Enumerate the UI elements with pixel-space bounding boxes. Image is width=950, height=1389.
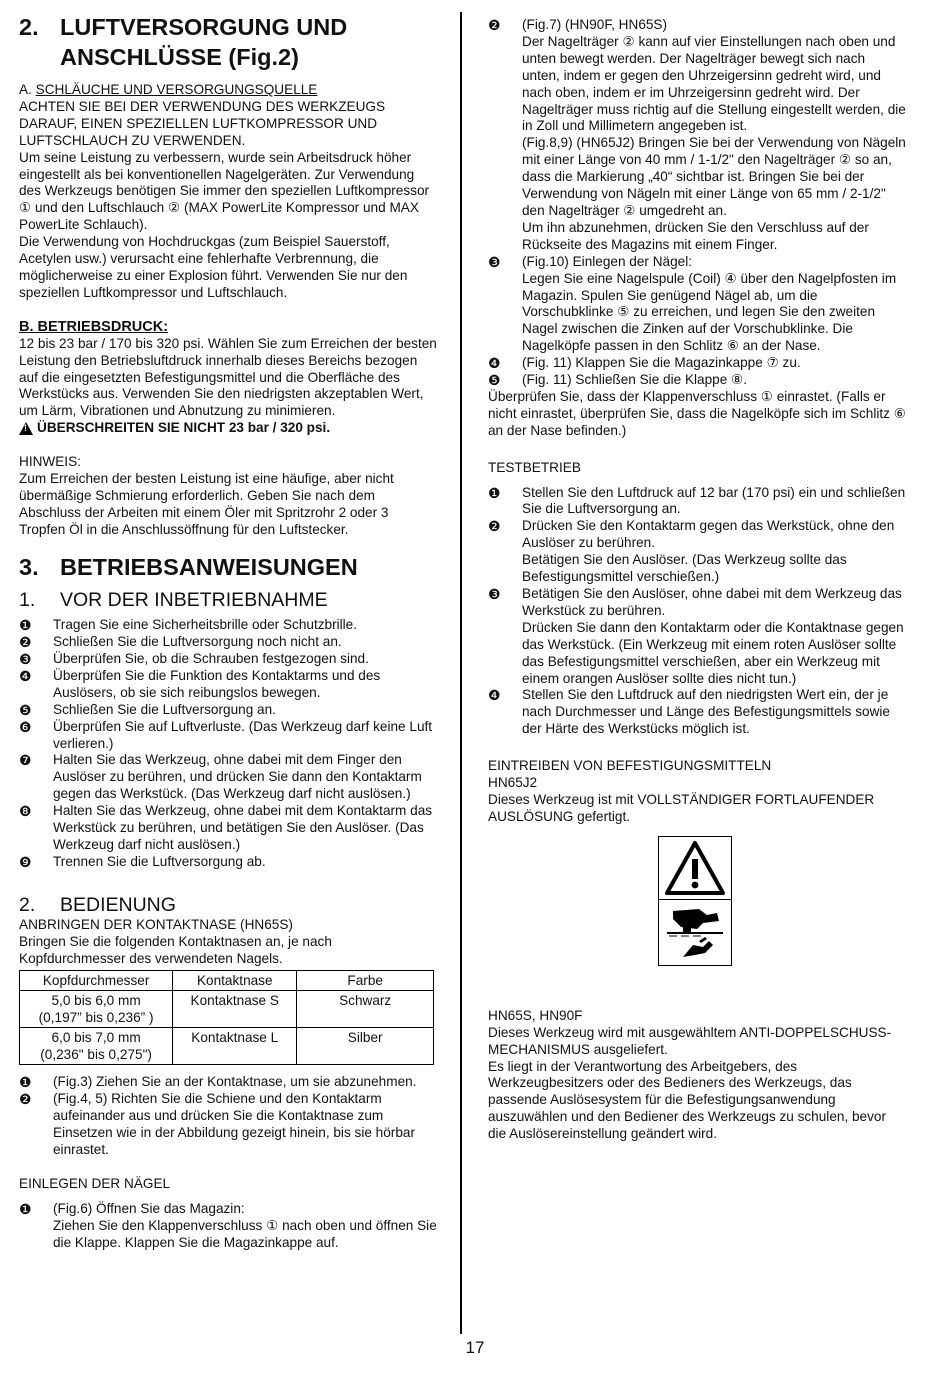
- table-cell: [20, 1028, 173, 1065]
- list-item: [488, 687, 906, 738]
- nose-steps: [19, 1074, 437, 1159]
- contact-nose-table: [19, 970, 434, 1065]
- nose-label: ANBRINGEN DER KONTAKTNASE (HN65S): [19, 916, 293, 932]
- table-cell: Schwarz: [297, 991, 434, 1028]
- column-divider: [460, 12, 462, 1334]
- step-text: Überprüfen Sie die Funktion des Kontaktarms und des Auslösers, ob sie sich reibungslos bewegen.: [53, 667, 381, 700]
- step-text: Schließen Sie die Luftversorgung an.: [53, 701, 276, 717]
- cell-line: 6,0 bis 7,0 mm: [51, 1030, 141, 1046]
- step-line: Der Nagelträger ② kann auf vier Einstellungen nach oben und unten bewegt werden. Der Nagelträger bewegt sich nach unten, indem er gegen den Uhrzeigersinn gedreht wird, und nach oben, indem er im Uhrzeigersinn gedreht wird. Der Nagelträger muss richtig auf die Stellung eingestellt werden, die in Zoll und Millimetern angegeben ist.: [522, 33, 906, 134]
- paragraph: Die Verwendung von Hochdruckgas (zum Beispiel Sauerstoff, Acetylen usw.) verursacht eine fehlerhafte Verbrennung, die möglicherweise zu einer Explosion führt. Verwenden Sie nur den speziellen Luftkompressor und Luftschlauch.: [19, 234, 408, 300]
- list-item: [19, 1074, 437, 1091]
- right-column: [488, 17, 906, 1143]
- warning-icon: [19, 422, 33, 435]
- step-marker: ❶: [19, 1200, 32, 1217]
- warning-triangle-icon: [659, 837, 731, 900]
- table-cell: Silber: [297, 1028, 434, 1065]
- paragraph: Bringen Sie die folgenden Kontaktnasen an, je nach Kopfdurchmesser des verwendeten Nagels.: [19, 933, 332, 966]
- step-line: Drücken Sie dann den Kontaktarm oder die Kontaktnase gegen das Werkstück. (Ein Werkzeug mit einem roten Auslöser sollte das Befestigungsmittel verschießen, aber ein Werkzeug mit einem orangen Auslöser sollte dies nicht tun.): [522, 619, 904, 686]
- step-text: (Fig.4, 5) Richten Sie die Schiene und den Kontaktarm aufeinander aus und drücken Sie die Kontaktnase zum Einsetzen wie in der Abbildung gezeigt hinein, bis sie hörbar einrastet.: [53, 1091, 415, 1158]
- table-header-row: [20, 971, 434, 991]
- step-text: Stellen Sie den Luftdruck auf 12 bar (170 psi) ein und schließen Sie die Luftversorgung an.: [522, 484, 906, 517]
- step-line: (Fig.6) Öffnen Sie das Magazin:: [53, 1200, 245, 1216]
- step-marker: ❾: [19, 853, 32, 870]
- heading-number: 1.: [19, 589, 36, 612]
- step-marker: ❼: [19, 752, 32, 769]
- nailer-contact-icon: [659, 901, 731, 965]
- heading-number: 3.: [19, 553, 39, 580]
- model-label: HN65S, HN90F: [488, 1007, 583, 1023]
- subheading-before-use: [19, 588, 437, 612]
- step-text: [522, 254, 906, 355]
- step-text: Überprüfen Sie auf Luftverluste. (Das Werkzeug darf keine Luft verlieren.): [53, 718, 433, 751]
- step-marker: ❷: [19, 1091, 32, 1108]
- list-item: [488, 586, 906, 687]
- paragraph: Es liegt in der Verantwortung des Arbeitgebers, des Werkzeugbesitzers oder des Bedieners des Werkzeugs, das passende Auslösesystem für die Befestigungsanwendung auszuwählen und den Bediener des Werkzeugs zu schulen, bevor die Auslösereinstellung geändert wird.: [488, 1058, 886, 1142]
- list-item: [19, 668, 437, 702]
- step-line: Legen Sie eine Nagelspule (Coil) ④ über den Nagelpfosten im Magazin. Spulen Sie genügend Nägel ab, um die Vorschubklinke ⑤ zu erreichen, und legen Sie den zweiten Nagel zwischen die Zinken auf der Vorschubklinke. Die Nagelköpfe passen in den Schlitz ⑥ an der Nase.: [522, 270, 897, 354]
- step-text: Schließen Sie die Luftversorgung noch nicht an.: [53, 634, 342, 650]
- list-item: [19, 854, 437, 871]
- column-header: Kontaktnase: [173, 971, 297, 991]
- list-item: [488, 518, 906, 586]
- list-item: [19, 752, 437, 803]
- heading-title: BETRIEBSANWEISUNGEN: [60, 553, 358, 580]
- test-steps: [488, 485, 906, 739]
- cell-line: 5,0 bis 6,0 mm: [51, 993, 141, 1009]
- loading-steps-continued: [488, 17, 906, 389]
- caps-warning: ACHTEN SIE BEI DER VERWENDUNG DES WERKZEUGS DARAUF, EINEN SPEZIELLEN LUFTKOMPRESSOR UND LUFTSCHLAUCH ZU VERWENDEN.: [19, 98, 386, 148]
- list-item: [19, 1201, 437, 1252]
- loading-label: EINLEGEN DER NÄGEL: [19, 1176, 171, 1191]
- list-item: [19, 719, 437, 753]
- pre-operation-checklist: [19, 617, 437, 871]
- paragraph: Zum Erreichen der besten Leistung ist eine häufige, aber nicht übermäßige Schmierung erforderlich. Geben Sie nach dem Abschluss der Arbeiten mit einem Öler mit Spritzrohr 2 oder 3 Tropfen Öl in die Anschlussöffnung für den Luftstecker.: [19, 471, 394, 537]
- step-text: Halten Sie das Werkzeug, ohne dabei mit dem Finger den Auslöser zu berühren, und drücken Sie dann den Kontaktarm gegen das Werkstück. (Das Werkzeug darf nicht auslösen.): [53, 752, 422, 802]
- table-row: [20, 991, 434, 1028]
- list-item: [19, 1091, 437, 1159]
- list-item: [488, 254, 906, 355]
- step-line: Betätigen Sie den Auslöser. (Das Werkzeug sollte das Befestigungsmittel verschießen.): [522, 552, 847, 585]
- heading-number: 2.: [19, 14, 39, 40]
- list-item: [488, 485, 906, 519]
- cell-line: (0,197” bis 0,236” ): [38, 1010, 154, 1026]
- subheading-operation: [19, 893, 437, 917]
- step-marker: ❶: [19, 1074, 32, 1091]
- table-cell: Kontaktnase S: [173, 991, 297, 1028]
- column-header: Kopfdurchmesser: [20, 971, 173, 991]
- safety-pictogram: [658, 836, 732, 966]
- step-line: (Fig.7) (HN90F, HN65S): [522, 17, 668, 32]
- step-marker: ❺: [19, 701, 32, 718]
- step-marker: ❺: [488, 372, 501, 389]
- step-marker: ❷: [488, 518, 501, 535]
- step-line: (Fig.8,9) (HN65J2) Bringen Sie bei der Verwendung von Nägeln mit einer Länge von 40 mm / 1-1/2" den Nagelträger ② so an, dass die Markierung „40“ sichtbar ist. Bringen Sie bei der Verwendung von Nägeln mit einer Länge von 65 mm / 2-1/2" den Nagelträger ② umgedreht an.: [522, 135, 906, 218]
- step-marker: ❹: [488, 355, 501, 372]
- step-marker: ❹: [19, 667, 32, 684]
- step-marker: ❸: [488, 586, 501, 602]
- step-text: Tragen Sie eine Sicherheitsbrille oder Schutzbrille.: [53, 617, 358, 633]
- section-heading-operating: [19, 553, 437, 583]
- table-row: [20, 1028, 434, 1065]
- test-label: TESTBETRIEB: [488, 459, 581, 475]
- note-label: HINWEIS:: [19, 454, 81, 470]
- paragraph: Um seine Leistung zu verbessern, wurde sein Arbeitsdruck höher eingestellt als bei konventionellen Nagelgeräten. Zur Verwendung des Werkzeugs benötigen Sie immer den speziellen Luftkompressor ① und den Luftschlauch ② (MAX PowerLite Kompressor und MAX PowerLite Schlauch).: [19, 149, 430, 233]
- table-cell: [20, 991, 173, 1028]
- list-item: [19, 617, 437, 634]
- list-item: [19, 634, 437, 651]
- step-marker: ❶: [19, 617, 32, 634]
- list-item: [488, 355, 906, 372]
- pressure-warning: [19, 420, 437, 437]
- drive-label: EINTREIBEN VON BEFESTIGUNGSMITTELN: [488, 758, 772, 774]
- paragraph: Dieses Werkzeug ist mit VOLLSTÄNDIGER FORTLAUFENDER AUSLÖSUNG gefertigt.: [488, 791, 875, 824]
- step-text: (Fig.3) Ziehen Sie an der Kontaktnase, um sie abzunehmen.: [53, 1074, 417, 1090]
- list-item: [488, 372, 906, 389]
- step-marker: ❹: [488, 687, 501, 704]
- step-marker: ❸: [488, 253, 501, 270]
- page-number: 17: [465, 1338, 485, 1357]
- step-line: Betätigen Sie den Auslöser, ohne dabei mit dem Werkzeug das Werkstück zu berühren.: [522, 586, 902, 618]
- loading-steps: [19, 1201, 437, 1252]
- step-text: [53, 1201, 437, 1252]
- step-text: Halten Sie das Werkzeug, ohne dabei mit dem Kontaktarm das Werkstück zu berühren, und betätigen Sie den Auslöser. (Das Werkzeug darf nicht auslösen.): [53, 803, 433, 852]
- step-marker: ❶: [488, 484, 501, 501]
- step-text: Überprüfen Sie, ob die Schrauben festgezogen sind.: [53, 650, 369, 666]
- step-text: [522, 586, 906, 687]
- left-column: [19, 13, 437, 1252]
- step-line: Ziehen Sie den Klappenverschluss ① nach oben und öffnen Sie die Klappe. Klappen Sie die Magazinkappe auf.: [53, 1217, 437, 1250]
- subsection-prefix: A.: [19, 82, 36, 97]
- step-line: Drücken Sie den Kontaktarm gegen das Werkstück, ohne den Auslöser zu berühren.: [522, 518, 895, 551]
- cell-line: (0,236" bis 0,275"): [40, 1047, 152, 1063]
- warning-text: ÜBERSCHREITEN SIE NICHT 23 bar / 320 psi.: [37, 420, 331, 436]
- step-text: [522, 518, 906, 586]
- step-marker: ❷: [488, 17, 501, 33]
- heading-title: VOR DER INBETRIEBNAHME: [60, 589, 328, 612]
- section-heading-air-supply: [19, 13, 437, 72]
- step-marker: ❻: [19, 718, 32, 735]
- table-cell: Kontaktnase L: [173, 1028, 297, 1065]
- step-text: (Fig. 11) Klappen Sie die Magazinkappe ⑦ zu.: [522, 355, 801, 371]
- step-marker: ❷: [19, 634, 32, 651]
- step-line: Um ihn abzunehmen, drücken Sie den Verschluss auf der Rückseite des Magazins mit einem Finger.: [522, 219, 869, 252]
- step-text: Stellen Sie den Luftdruck auf den niedrigsten Wert ein, der je nach Durchmesser und Länge des Befestigungsmittels sowie der Härte des Werkstücks möglich ist.: [522, 687, 890, 737]
- step-marker: ❽: [19, 803, 32, 820]
- list-item: [19, 702, 437, 719]
- list-item: [19, 651, 437, 668]
- heading-title: BEDIENUNG: [60, 893, 176, 916]
- paragraph: Überprüfen Sie, dass der Klappenverschluss ① einrastet. (Falls er nicht einrastet, überprüfen Sie, dass die Nagelköpfe sich im Schlitz ⑥ an der Nase befinden.): [488, 388, 906, 438]
- list-item: [488, 17, 906, 254]
- paragraph: Dieses Werkzeug wird mit ausgewähltem ANTI-DOPPELSCHUSS-MECHANISMUS ausgeliefert.: [488, 1024, 892, 1057]
- step-text: [522, 17, 906, 254]
- step-text: (Fig. 11) Schließen Sie die Klappe ⑧.: [522, 372, 748, 388]
- step-line: (Fig.10) Einlegen der Nägel:: [522, 253, 693, 269]
- subsection-b-label: B. BETRIEBSDRUCK:: [19, 318, 169, 335]
- step-marker: ❸: [19, 650, 32, 667]
- subsection-a-label: [19, 82, 437, 99]
- step-text: Trennen Sie die Luftversorgung ab.: [53, 853, 266, 869]
- heading-number: 2.: [19, 893, 36, 916]
- subsection-title: SCHLÄUCHE UND VERSORGUNGSQUELLE: [35, 82, 318, 97]
- column-header: Farbe: [297, 971, 434, 991]
- heading-title: LUFTVERSORGUNG UND ANSCHLÜSSE (Fig.2): [60, 14, 348, 70]
- paragraph: 12 bis 23 bar / 170 bis 320 psi. Wählen Sie zum Erreichen der besten Leistung den Betriebsluftdruck innerhalb dieses Bereichs bezogen auf die eingesetzten Befestigungsmittel und die Oberfläche des Werkstücks aus. Verwenden Sie den niedrigsten akzeptablen Wert, um Lärm, Vibrationen und Abnutzung zu minimieren.: [19, 335, 437, 419]
- list-item: [19, 803, 437, 854]
- model-label: HN65J2: [488, 775, 538, 791]
